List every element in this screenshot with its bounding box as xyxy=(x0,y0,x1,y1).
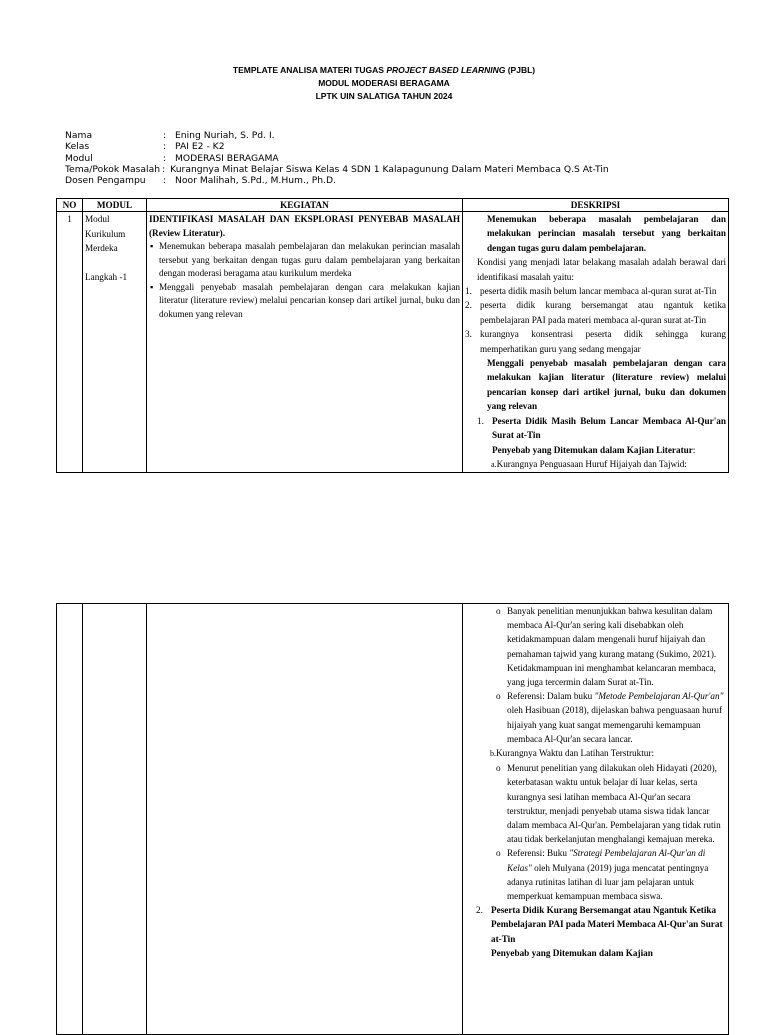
header-no: NO xyxy=(57,199,83,212)
modul-value: MODERASI BERAGAMA xyxy=(175,152,279,164)
title-line-1: TEMPLATE ANALISA MATERI TUGAS PROJECT BASED LEARNING (PJBL) xyxy=(232,65,536,75)
kelas-value: PAI E2 - K2 xyxy=(175,141,225,153)
problem-list xyxy=(465,284,726,356)
info-row-kelas: Kelas : PAI E2 - K2 xyxy=(65,141,225,153)
deskripsi-bullet-1: Menemukan beberapa masalah pembelajaran dan melakukan perincian masalah tersebut yang berkaitan dengan tugas guru dalam pembelajaran. xyxy=(487,214,726,253)
list-item: o Referensi: Dalam buku "Metode Pembelajaran Al-Qur'an" oleh Hasibuan (2018), dijelaskan bahwa penguasaan huruf hijaiyah yang kuat sangat memengaruhi kemampuan membaca Al-Qur'an secara lancar. xyxy=(496,691,724,744)
row-number: 1 xyxy=(57,212,83,473)
info-row-modul: Modul : MODERASI BERAGAMA xyxy=(65,152,279,164)
kegiatan-title: IDENTIFIKASI MASALAH DAN EKSPLORASI PENYEBAB MASALAH (Review Literatur). xyxy=(149,214,460,238)
list-item: ▪ Menemukan beberapa masalah pembelajaran dan melakukan perincian masalah tersebut yang berkaitan dengan tugas guru dalam pembelajaran yang berkaitan dengan moderasi beragama atau kurikulum merdeka xyxy=(149,240,460,281)
list-item: a.Kurangnya Penguasaan Huruf Hijaiyah dan Tajwid: xyxy=(491,458,687,469)
kegiatan-list xyxy=(149,240,460,322)
kegiatan-cell xyxy=(147,212,463,473)
kegiatan-cell xyxy=(147,604,463,1035)
nama-value: Ening Nuriah, S. Pd. I. xyxy=(175,130,275,141)
modul-cell xyxy=(83,604,147,1035)
deskripsi-cell xyxy=(463,604,729,1035)
header-modul: MODUL xyxy=(83,199,147,212)
reference-list-a xyxy=(464,604,726,746)
table-row xyxy=(57,604,729,1035)
document-title xyxy=(0,64,768,103)
list-item: o Referensi: Buku "Strategi Pembelajaran Al-Qur'an di Kelas" oleh Mulyana (2019) juga mencatat pentingnya adanya rutinitas latihan di luar jam pelajaran untuk memperkuat kemampuan membaca siswa. xyxy=(496,848,709,902)
modul-cell: Modul Kurikulum Merdeka Langkah -1 xyxy=(83,212,147,473)
list-item: 1. Peserta Didik Masih Belum Lancar Membaca Al-Qur'an Surat at-Tin Penyebab yang Ditemukan dalam Kajian Literatur: xyxy=(477,415,726,455)
list-item: 3. kurangnya konsentrasi peserta didik sehingga kurang memperhatikan guru yang sedang mengajar xyxy=(465,329,726,354)
header-kegiatan: KEGIATAN xyxy=(147,199,463,212)
tema-value: Kurangnya Minat Belajar Siswa Kelas 4 SDN 1 Kalapagunung Dalam Materi Membaca Q.S At-Tin xyxy=(170,163,609,175)
reference-list-b xyxy=(464,761,726,903)
cause-list xyxy=(464,903,726,960)
deskripsi-bullet-2: Menggali penyebab masalah pembelajaran dengan cara melakukan kajian literatur (literature review) melalui pencarian konsep dari artikel jurnal, buku dan dokumen yang relevan xyxy=(487,358,726,412)
list-item: 2. peserta didik kurang bersemangat atau ngantuk ketika pembelajaran PAI pada materi membaca al-quran surat at-Tin xyxy=(465,300,726,325)
list-item: ▪ Menggali penyebab masalah pembelajaran dengan cara melakukan kajian literatur (literature review) melalui pencarian konsep dari artikel jurnal, buku dan dokumen yang relevan xyxy=(149,281,460,322)
info-row-nama: Nama : Ening Nuriah, S. Pd. I. xyxy=(65,130,275,141)
list-item: 1. peserta didik masih belum lancar membaca al-quran surat at-Tin xyxy=(465,286,717,297)
analysis-table-continued xyxy=(56,603,729,1035)
row-number xyxy=(57,604,83,1035)
list-item: o Menurut penelitian yang dilakukan oleh Hidayati (2020), keterbatasan waktu untuk belajar di luar kelas, serta kurangnya sesi latihan membaca Al-Qur'an secara terstruktur, menjadi penyebab utama siswa tidak lancar dalam membaca Al-Qur'an. Pembelajaran yang tidak rutin atau tidak berkelanjutan menghalangi kemajuan mereka. xyxy=(496,763,721,845)
title-line-3: LPTK UIN SALATIGA TAHUN 2024 xyxy=(315,91,453,101)
analysis-table xyxy=(56,198,729,473)
list-item: o Banyak penelitian menunjukkan bahwa kesulitan dalam membaca Al-Qur'an sering kali disebabkan oleh ketidakmampuan dalam mengenali huruf hijaiyah dan pemahaman tajwid yang kurang matang (Sukimo, 2021). Ketidakmampuan ini menghambat kelancaran membaca, yang juga tercermin dalam Surat at-Tin. xyxy=(496,606,717,688)
list-item: b.Kurangnya Waktu dan Latihan Terstruktur: xyxy=(490,748,654,759)
list-item: 2. Peserta Didik Kurang Bersemangat atau Ngantuk Ketika Pembelajaran PAI pada Materi Membaca Al-Qur'an Surat at-Tin Penyebab yang Ditemukan dalam Kajian xyxy=(476,905,723,958)
header-deskripsi: DESKRIPSI xyxy=(463,199,729,212)
deskripsi-cell xyxy=(463,212,729,473)
title-line-2: MODUL MODERASI BERAGAMA xyxy=(318,78,450,88)
dosen-value: Noor Malihah, S.Pd., M.Hum., Ph.D. xyxy=(175,175,337,187)
info-row-tema: Tema/Pokok Masalah : Kurangnya Minat Belajar Siswa Kelas 4 SDN 1 Kalapagunung Dalam Materi Membaca Q.S At-Tin xyxy=(65,163,609,175)
deskripsi-intro: Kondisi yang menjadi latar belakang masalah adalah berawal dari identifikasi masalah yaitu: xyxy=(477,257,726,282)
table-row xyxy=(57,212,729,473)
info-row-dosen: Dosen Pengampu : Noor Malihah, S.Pd., M.Hum., Ph.D. xyxy=(65,175,337,187)
cause-list xyxy=(465,414,726,457)
table-header-row xyxy=(57,199,729,212)
identity-block xyxy=(65,130,609,186)
